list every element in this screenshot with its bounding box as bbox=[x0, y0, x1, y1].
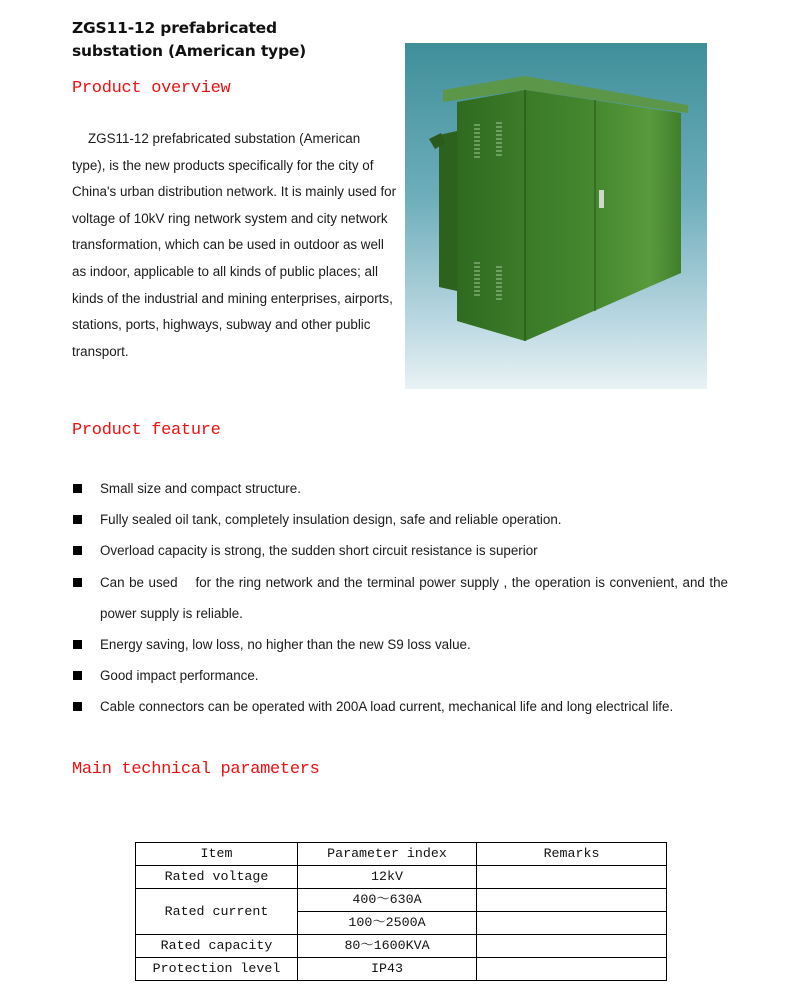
feature-item: Can be used for the ring network and the terminal power supply , the operation is convenient, and the power supply is reliable. bbox=[72, 567, 728, 629]
square-bullet-icon bbox=[73, 515, 82, 524]
square-bullet-icon bbox=[73, 702, 82, 711]
feature-item: Overload capacity is strong, the sudden short circuit resistance is superior bbox=[72, 535, 728, 566]
square-bullet-icon bbox=[73, 578, 82, 587]
cell-remarks bbox=[477, 889, 667, 912]
feature-item: Small size and compact structure. bbox=[72, 473, 728, 504]
table-row bbox=[136, 935, 667, 958]
column-header-remarks: Remarks bbox=[477, 843, 667, 866]
cell-item: Rated current bbox=[136, 889, 298, 935]
cell-value: IP43 bbox=[298, 958, 477, 981]
feature-item: Good impact performance. bbox=[72, 660, 728, 691]
transformer-tank bbox=[439, 131, 457, 291]
column-header-parameter-index: Parameter index bbox=[298, 843, 477, 866]
feature-item: Energy saving, low loss, no higher than the new S9 loss value. bbox=[72, 629, 728, 660]
cell-item: Protection level bbox=[136, 958, 298, 981]
square-bullet-icon bbox=[73, 671, 82, 680]
cell-value: 80～1600KVA bbox=[298, 935, 477, 958]
overview-heading: Product overview bbox=[72, 79, 231, 98]
cell-value: 100～2500A bbox=[298, 912, 477, 935]
cell-remarks bbox=[477, 866, 667, 889]
door-handle bbox=[599, 190, 604, 208]
cell-value: 12kV bbox=[298, 866, 477, 889]
feature-list bbox=[72, 473, 728, 723]
title-line-1: ZGS11-12 prefabricated bbox=[72, 19, 277, 37]
square-bullet-icon bbox=[73, 484, 82, 493]
feature-item: Fully sealed oil tank, completely insulation design, safe and reliable operation. bbox=[72, 504, 728, 535]
cell-remarks bbox=[477, 912, 667, 935]
cell-remarks bbox=[477, 958, 667, 981]
cell-remarks bbox=[477, 935, 667, 958]
column-header-item: Item bbox=[136, 843, 298, 866]
table-row bbox=[136, 958, 667, 981]
parameters-heading: Main technical parameters bbox=[72, 760, 320, 779]
cell-item: Rated capacity bbox=[136, 935, 298, 958]
document-title bbox=[72, 17, 392, 63]
title-line-2: substation (American type) bbox=[72, 42, 307, 60]
square-bullet-icon bbox=[73, 546, 82, 555]
parameters-table bbox=[135, 842, 667, 981]
product-photo bbox=[405, 43, 707, 389]
feature-item: Cable connectors can be operated with 200A load current, mechanical life and long electrical life. bbox=[72, 691, 728, 722]
cell-value: 400～630A bbox=[298, 889, 477, 912]
cell-item: Rated voltage bbox=[136, 866, 298, 889]
table-header-row bbox=[136, 843, 667, 866]
square-bullet-icon bbox=[73, 640, 82, 649]
table-row bbox=[136, 866, 667, 889]
overview-text: ZGS11-12 prefabricated substation (American type), is the new products specifically for the city of China's urban distribution network. It is mainly used for voltage of 10kV ring network system and city network transformation, which can be used in outdoor as well as indoor, applicable to all kinds of public places; all kinds of the industrial and mining enterprises, airports, stations, ports, highways, subway and other public transport. bbox=[72, 131, 397, 359]
table-row bbox=[136, 889, 667, 912]
enclosure-side bbox=[457, 90, 525, 341]
feature-heading: Product feature bbox=[72, 421, 221, 440]
substation-illustration bbox=[405, 43, 707, 389]
overview-paragraph bbox=[72, 126, 397, 365]
